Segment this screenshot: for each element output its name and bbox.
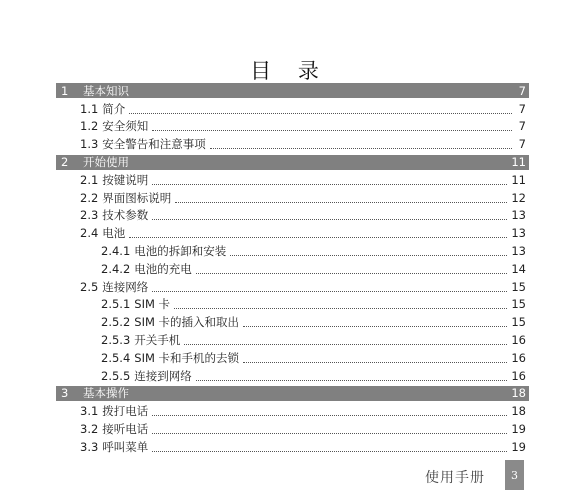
toc-page-number: 15 [511, 315, 526, 330]
toc-section-label: SIM 卡的插入和取出 [134, 315, 240, 330]
toc-leader-dots [152, 290, 507, 292]
toc-section-label: 开关手机 [134, 333, 181, 348]
toc-page-number: 7 [518, 137, 526, 152]
toc-section-label: 按键说明 [102, 172, 149, 187]
toc-section-label: 界面图标说明 [102, 190, 172, 205]
toc-page-number: 7 [518, 101, 526, 116]
toc-section-number: 2.5.4 [101, 350, 131, 365]
toc-chapter-row[interactable] [56, 83, 529, 98]
toc-section-row[interactable] [56, 278, 529, 296]
toc-page-number: 7 [518, 119, 526, 134]
toc-page-number: 11 [511, 172, 526, 187]
toc-subsection-row[interactable] [56, 296, 529, 314]
toc-section-number: 1.3 [80, 137, 99, 152]
toc-section-label: 拨打电话 [102, 404, 149, 419]
toc-section-row[interactable] [56, 420, 529, 438]
toc-subsection-row[interactable] [56, 242, 529, 260]
toc-section-number: 1.1 [80, 101, 99, 116]
toc-leader-dots [152, 414, 507, 416]
toc-page-number: 19 [511, 439, 526, 454]
toc-page-number: 16 [511, 368, 526, 383]
toc-section-row[interactable] [56, 224, 529, 242]
toc-leader-dots [152, 218, 507, 220]
toc-section-label: 技术参数 [102, 208, 149, 223]
toc-section-label: 呼叫菜单 [102, 439, 149, 454]
toc-subsection-row[interactable] [56, 367, 529, 385]
toc-leader-dots [152, 129, 512, 131]
page-title: 目 录 [250, 59, 329, 83]
toc-subsection-row[interactable] [56, 331, 529, 349]
toc-section-number: 3.3 [80, 439, 99, 454]
toc-section-label: SIM 卡 [134, 297, 171, 312]
toc-section-number: 3.2 [80, 421, 99, 436]
toc-section-number: 2.5.5 [101, 368, 131, 383]
toc-chapter-label: 基本操作 [83, 386, 129, 401]
toc-section-row[interactable] [56, 118, 529, 136]
toc-section-number: 2.4 [80, 226, 99, 241]
toc-page-number: 19 [511, 421, 526, 436]
toc-leader-dots [152, 432, 507, 434]
toc-section-label: 电池的拆卸和安装 [134, 244, 227, 259]
toc-section-label: 安全警告和注意事项 [102, 137, 206, 152]
toc-chapter-number: 3 [61, 386, 69, 401]
toc-section-row[interactable] [56, 438, 529, 456]
toc-page-number: 18 [511, 386, 526, 401]
toc-page-number: 18 [511, 404, 526, 419]
toc-page-number: 15 [511, 297, 526, 312]
toc-section-row[interactable] [56, 207, 529, 225]
toc-page-number: 16 [511, 350, 526, 365]
toc-page-number: 12 [511, 190, 526, 205]
toc-page-number: 13 [511, 244, 526, 259]
toc-leader-dots [174, 307, 507, 309]
toc-chapter-row[interactable] [56, 155, 529, 170]
toc-section-number: 2.3 [80, 208, 99, 223]
toc-page-number: 13 [511, 226, 526, 241]
toc-chapter-number: 2 [61, 155, 69, 170]
toc-section-row[interactable] [56, 135, 529, 153]
toc-leader-dots [129, 236, 507, 238]
toc-chapter-label: 开始使用 [83, 155, 129, 170]
toc-section-label: 电池 [102, 226, 126, 241]
toc-section-label: 接听电话 [102, 421, 149, 436]
toc-chapter-label: 基本知识 [83, 83, 129, 98]
toc-leader-dots [129, 112, 512, 114]
toc-section-label: 简介 [102, 101, 126, 116]
toc-leader-dots [243, 361, 507, 363]
toc-section-row[interactable] [56, 189, 529, 207]
toc-section-number: 2.4.1 [101, 244, 131, 259]
toc-section-number: 1.2 [80, 119, 99, 134]
toc-section-number: 2.5.1 [101, 297, 131, 312]
toc-page-number: 13 [511, 208, 526, 223]
toc-section-row[interactable] [56, 402, 529, 420]
toc-section-label: 安全须知 [102, 119, 149, 134]
toc-page-number: 16 [511, 333, 526, 348]
toc-section-number: 2.5.3 [101, 333, 131, 348]
table-of-contents [56, 82, 529, 456]
toc-leader-dots [210, 147, 512, 149]
toc-section-number: 2.5.2 [101, 315, 131, 330]
toc-section-number: 2.4.2 [101, 261, 131, 276]
toc-page-number: 11 [511, 155, 526, 170]
toc-section-number: 3.1 [80, 404, 99, 419]
toc-section-row[interactable] [56, 171, 529, 189]
toc-leader-dots [243, 325, 507, 327]
toc-subsection-row[interactable] [56, 260, 529, 278]
toc-leader-dots [175, 201, 507, 203]
toc-section-label: 电池的充电 [134, 261, 192, 276]
footer-label: 使用手册 [425, 470, 485, 486]
toc-section-number: 2.1 [80, 172, 99, 187]
toc-chapter-number: 1 [61, 83, 69, 98]
toc-section-number: 2.2 [80, 190, 99, 205]
toc-leader-dots [196, 379, 508, 381]
toc-page-number: 7 [518, 83, 526, 98]
toc-section-number: 2.5 [80, 279, 99, 294]
toc-leader-dots [152, 183, 507, 185]
toc-chapter-row[interactable] [56, 386, 529, 401]
page-number-badge: 3 [505, 460, 524, 490]
toc-section-label: SIM 卡和手机的去锁 [134, 350, 240, 365]
toc-page-number: 15 [511, 279, 526, 294]
toc-page-number: 14 [511, 261, 526, 276]
toc-subsection-row[interactable] [56, 313, 529, 331]
toc-leader-dots [196, 272, 508, 274]
toc-section-row[interactable] [56, 100, 529, 118]
toc-section-label: 连接到网络 [134, 368, 192, 383]
toc-leader-dots [230, 254, 507, 256]
toc-leader-dots [184, 343, 507, 345]
toc-leader-dots [152, 450, 507, 452]
toc-section-label: 连接网络 [102, 279, 149, 294]
toc-subsection-row[interactable] [56, 349, 529, 367]
